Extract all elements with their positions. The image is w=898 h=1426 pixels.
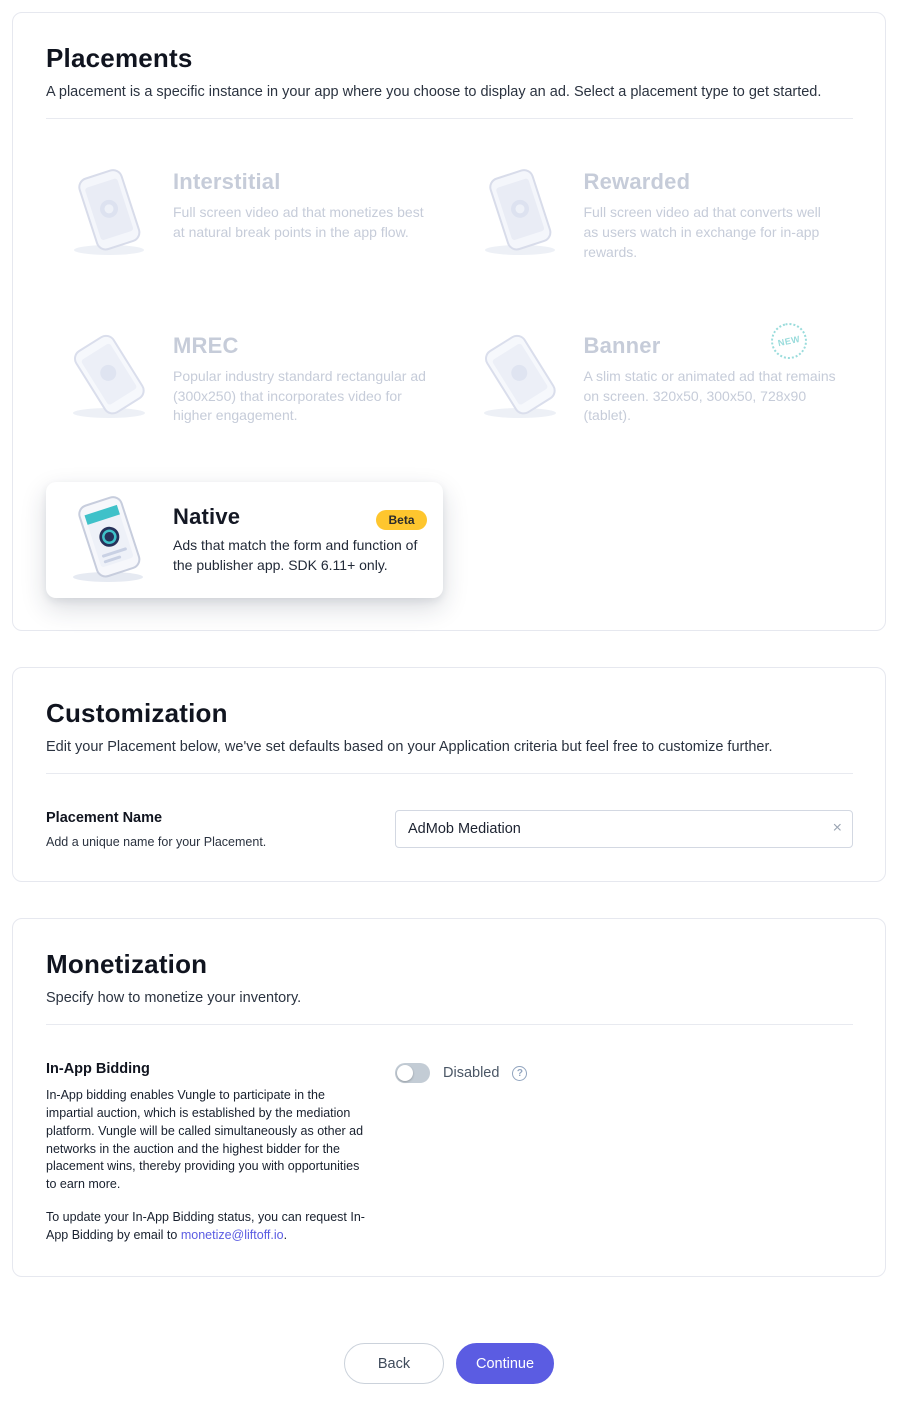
- divider: [46, 118, 853, 119]
- interstitial-phone-icon: [62, 169, 157, 257]
- divider: [46, 773, 853, 774]
- beta-badge: Beta: [376, 510, 426, 530]
- placement-name-input[interactable]: [395, 810, 853, 848]
- placement-type-interstitial[interactable]: [46, 155, 443, 277]
- type-name-banner: Banner: [583, 332, 661, 358]
- type-desc-banner: A slim static or animated ad that remains on screen. 320x50, 300x50, 728x90 (tablet).: [583, 367, 836, 424]
- mrec-phone-icon: [62, 333, 157, 421]
- type-name-interstitial: Interstitial: [173, 169, 281, 194]
- email-link[interactable]: monetize@liftoff.io: [180, 1227, 284, 1242]
- placement-type-grid: [46, 155, 853, 598]
- toggle-status-label: Disabled: [443, 1065, 500, 1082]
- monetization-title: Monetization: [46, 949, 208, 980]
- customization-subtitle: Edit your Placement below, we've set defaults based on your Application criteria but feel free to customize further.: [46, 739, 773, 756]
- type-desc-native: Ads that match the form and function of the publisher app. SDK 6.11+ only.: [173, 537, 418, 574]
- native-phone-icon: [62, 496, 157, 584]
- type-desc-mrec: Popular industry standard rectangular ad (300x250) that incorporates video for higher engagement.: [173, 367, 426, 424]
- type-desc-interstitial: Full screen video ad that monetizes best at natural break points in the app flow.: [173, 204, 424, 240]
- in-app-bidding-description: In-App bidding enables Vungle to participate in the impartial auction, which is established by the mediation platform. Vungle will be called simultaneously as other ad networks in the auction and the highest bidder for the placement wins, thereby providing you with opportunities to earn more.: [46, 1088, 364, 1191]
- clear-input-icon[interactable]: ×: [832, 819, 842, 837]
- placement-type-rewarded[interactable]: [457, 155, 854, 277]
- monetization-card: [12, 918, 886, 1277]
- divider: [46, 1024, 853, 1025]
- banner-phone-icon: [473, 333, 568, 421]
- new-badge: NEW: [768, 319, 811, 362]
- placement-name-help: Add a unique name for your Placement.: [46, 835, 267, 850]
- type-name-native: Native: [173, 504, 241, 530]
- in-app-bidding-row: [46, 1061, 853, 1244]
- placement-type-mrec[interactable]: [46, 319, 443, 441]
- customization-title: Customization: [46, 698, 228, 729]
- type-desc-rewarded: Full screen video ad that converts well as users watch in exchange for in-app rewards.: [583, 204, 821, 260]
- in-app-bidding-toggle[interactable]: [395, 1063, 430, 1083]
- help-icon[interactable]: ?: [512, 1066, 527, 1081]
- in-app-bidding-label: In-App Bidding: [46, 1061, 150, 1078]
- placement-name-label: Placement Name: [46, 810, 163, 827]
- placement-name-row: [46, 810, 853, 849]
- placement-type-banner[interactable]: [457, 319, 854, 441]
- in-app-bidding-note: To update your In-App Bidding status, you can request In-App Bidding by email to monetize@liftoff.io.: [46, 1209, 365, 1242]
- monetization-subtitle: Specify how to monetize your inventory.: [46, 990, 302, 1007]
- back-button[interactable]: Back: [344, 1343, 444, 1384]
- continue-button[interactable]: Continue: [456, 1343, 554, 1384]
- placements-title: Placements: [46, 43, 193, 73]
- placement-type-native[interactable]: [46, 482, 443, 598]
- rewarded-phone-icon: [473, 169, 568, 257]
- customization-card: [12, 667, 886, 882]
- footer-actions: [0, 1313, 898, 1426]
- placements-subtitle: A placement is a specific instance in your app where you choose to display an ad. Select a placement type to get started.: [46, 84, 822, 100]
- type-name-rewarded: Rewarded: [583, 169, 691, 194]
- placements-card: [12, 12, 886, 631]
- toggle-knob: [397, 1065, 413, 1081]
- type-name-mrec: MREC: [173, 332, 239, 358]
